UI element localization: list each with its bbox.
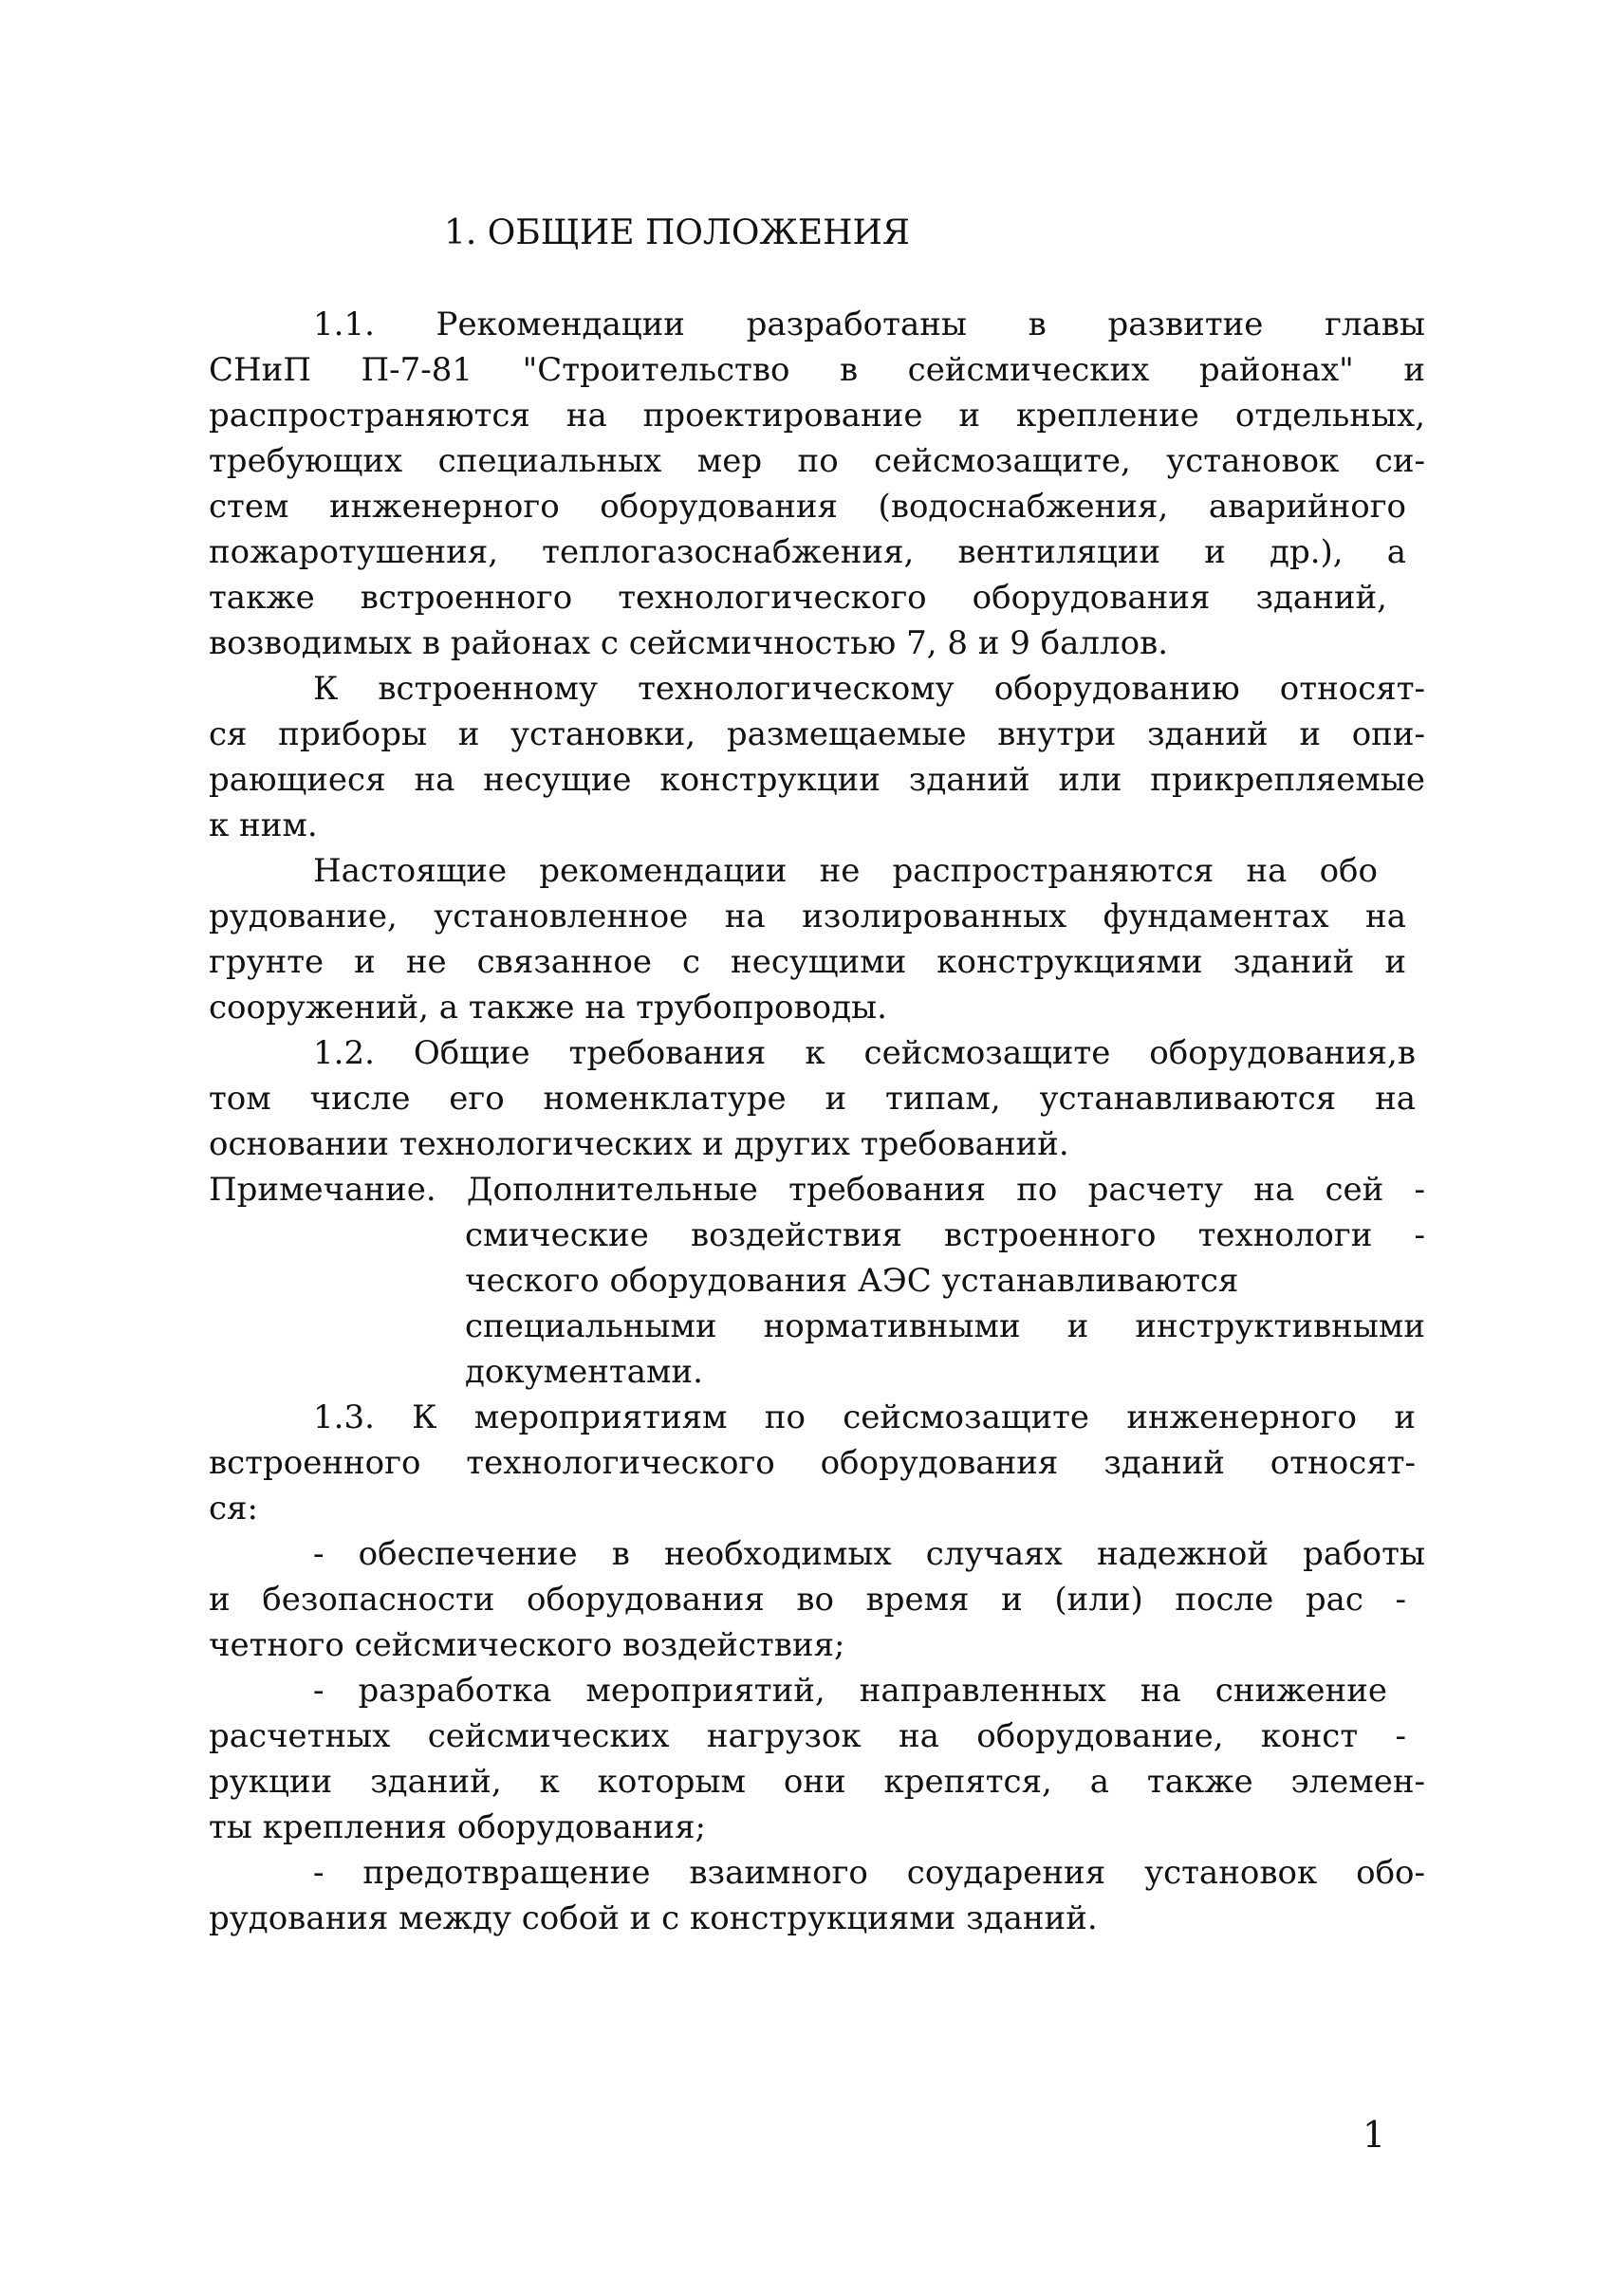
list-item: - разработка мероприятий, направленных на снижение (313, 1672, 1387, 1710)
list-item: ты крепления оборудования; (209, 1808, 706, 1846)
list-item: расчетных сейсмических нагрузок на оборудование, конст - (209, 1717, 1406, 1755)
text-line: также встроенного технологического оборудования зданий, (209, 579, 1387, 617)
text-line: к ним. (209, 806, 318, 844)
text-line: К встроенному технологическому оборудованию относят- (313, 670, 1425, 708)
text-line: рудование, установленное на изолированных фундаментах на (209, 898, 1406, 935)
text-line: 1.1. Рекомендации разработаны в развитие главы (313, 306, 1425, 343)
note-line: документами. (465, 1353, 703, 1391)
text-line: сооружений, а также на трубопроводы. (209, 989, 887, 1027)
list-item: четного сейсмического воздействия; (209, 1626, 845, 1664)
text-line: Настоящие рекомендации не распространяются на обо (313, 852, 1378, 890)
list-item: - обеспечение в необходимых случаях надежной работы (313, 1535, 1425, 1573)
text-line: том числе его номенклатуре и типам, устанавливаются на (209, 1080, 1416, 1118)
list-item: рудования между собой и с конструкциями зданий. (209, 1899, 1098, 1937)
text-line: распространяются на проектирование и крепление отдельных, (209, 397, 1425, 435)
list-item: рукции зданий, к которым они крепятся, а также элемен- (209, 1763, 1425, 1801)
text-line: ся: (209, 1490, 258, 1528)
page-number: 1 (1363, 2114, 1386, 2156)
text-line: возводимых в районах с сейсмичностью 7, 8 и 9 баллов. (209, 624, 1169, 662)
text-line: грунте и не связанное с несущими конструкциями зданий и (209, 943, 1406, 981)
text-line: ся приборы и установки, размещаемые внутри зданий и опи- (209, 715, 1425, 753)
text-line: требующих специальных мер по сейсмозащите, установок си- (209, 442, 1425, 480)
text-line: встроенного технологического оборудования зданий относят- (209, 1444, 1416, 1482)
text-line: СНиП П-7-81 "Строительство в сейсмических районах" и (209, 351, 1425, 389)
text-line: основании технологических и других требований. (209, 1125, 1069, 1163)
list-item: и безопасности оборудования во время и (или) после рас - (209, 1581, 1406, 1619)
text-line: рающиеся на несущие конструкции зданий или прикрепляемые (209, 761, 1425, 799)
note-line: Примечание. Дополнительные требования по расчету на сей - (209, 1171, 1425, 1209)
note-line: ческого оборудования АЭС устанавливаются (465, 1262, 1239, 1300)
note-line: смические воздействия встроенного технологи - (465, 1216, 1425, 1254)
section-title: 1. ОБЩИЕ ПОЛОЖЕНИЯ (444, 213, 911, 252)
text-line: 1.2. Общие требования к сейсмозащите оборудования,в (313, 1034, 1416, 1072)
text-line: пожаротушения, теплогазоснабжения, вентиляции и др.), а (209, 533, 1406, 571)
list-item: - предотвращение взаимного соударения установок обо- (313, 1854, 1425, 1892)
note-line: специальными нормативными и инструктивными (465, 1307, 1425, 1345)
text-line: 1.3. К мероприятиям по сейсмозащите инженерного и (313, 1398, 1416, 1436)
text-line: стем инженерного оборудования (водоснабжения, аварийного (209, 488, 1406, 526)
